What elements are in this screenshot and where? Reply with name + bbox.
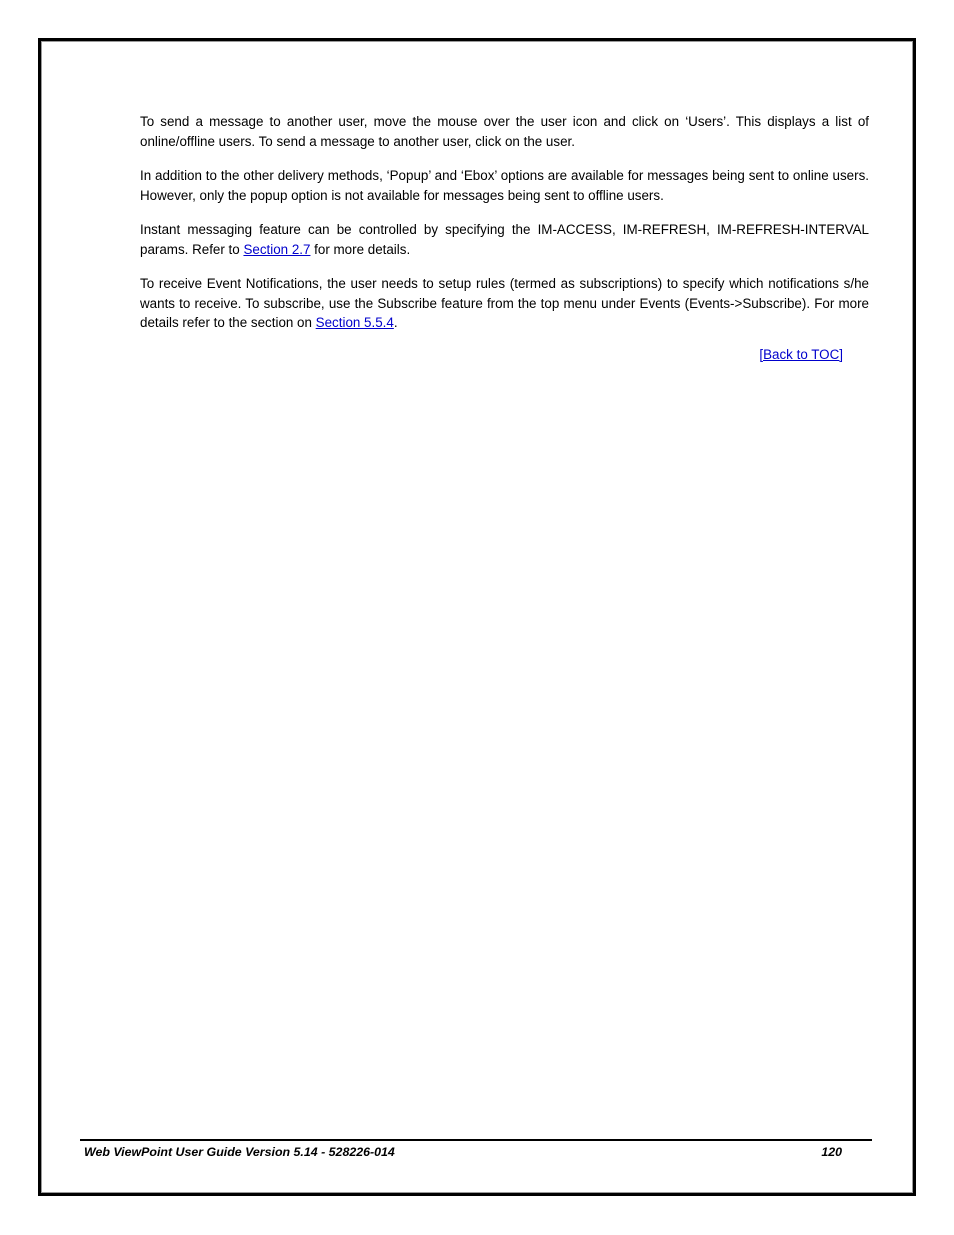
back-to-toc-link[interactable]: [Back to TOC] [759,347,843,362]
section-2-7-link[interactable]: Section 2.7 [243,241,311,257]
paragraph-delivery-methods: In addition to the other delivery methods, ‘Popup’ and ‘Ebox’ options are available for messages being sent to online users. However, only the popup option is not available for messages being sent to offline users. [140,168,869,203]
paragraph-send-message: To send a message to another user, move the mouse over the user icon and click on ‘Users’. This displays a list of online/offline users. To send a message to another user, click on the user. [140,114,869,149]
paragraph-text: for more details. [310,241,411,257]
footer-divider [80,1139,872,1141]
paragraph-event-notifications [140,274,869,333]
footer-document-title: Web ViewPoint User Guide Version 5.14 - 528226-014 [84,1145,395,1159]
paragraph-text: To receive Event Notifications, the user needs to setup rules (termed as subscriptions) to specify which notifications s/he wants to receive. To subscribe, use the Subscribe feature from the top menu under Events (Events->Subscribe). For more details refer to the section on [140,276,869,330]
section-5-5-4-link[interactable]: Section 5.5.4 [315,315,394,330]
back-to-toc-row [140,345,843,365]
footer-page-number: 120 [821,1145,842,1159]
paragraph-instant-messaging [140,220,869,259]
paragraph-text: . [393,315,398,330]
document-body [140,112,869,348]
paragraph-text: Instant messaging feature can be controlled by specifying the IM-ACCESS, IM-REFRESH, IM-REFRESH-INTERVAL params. Refer to [140,222,869,257]
